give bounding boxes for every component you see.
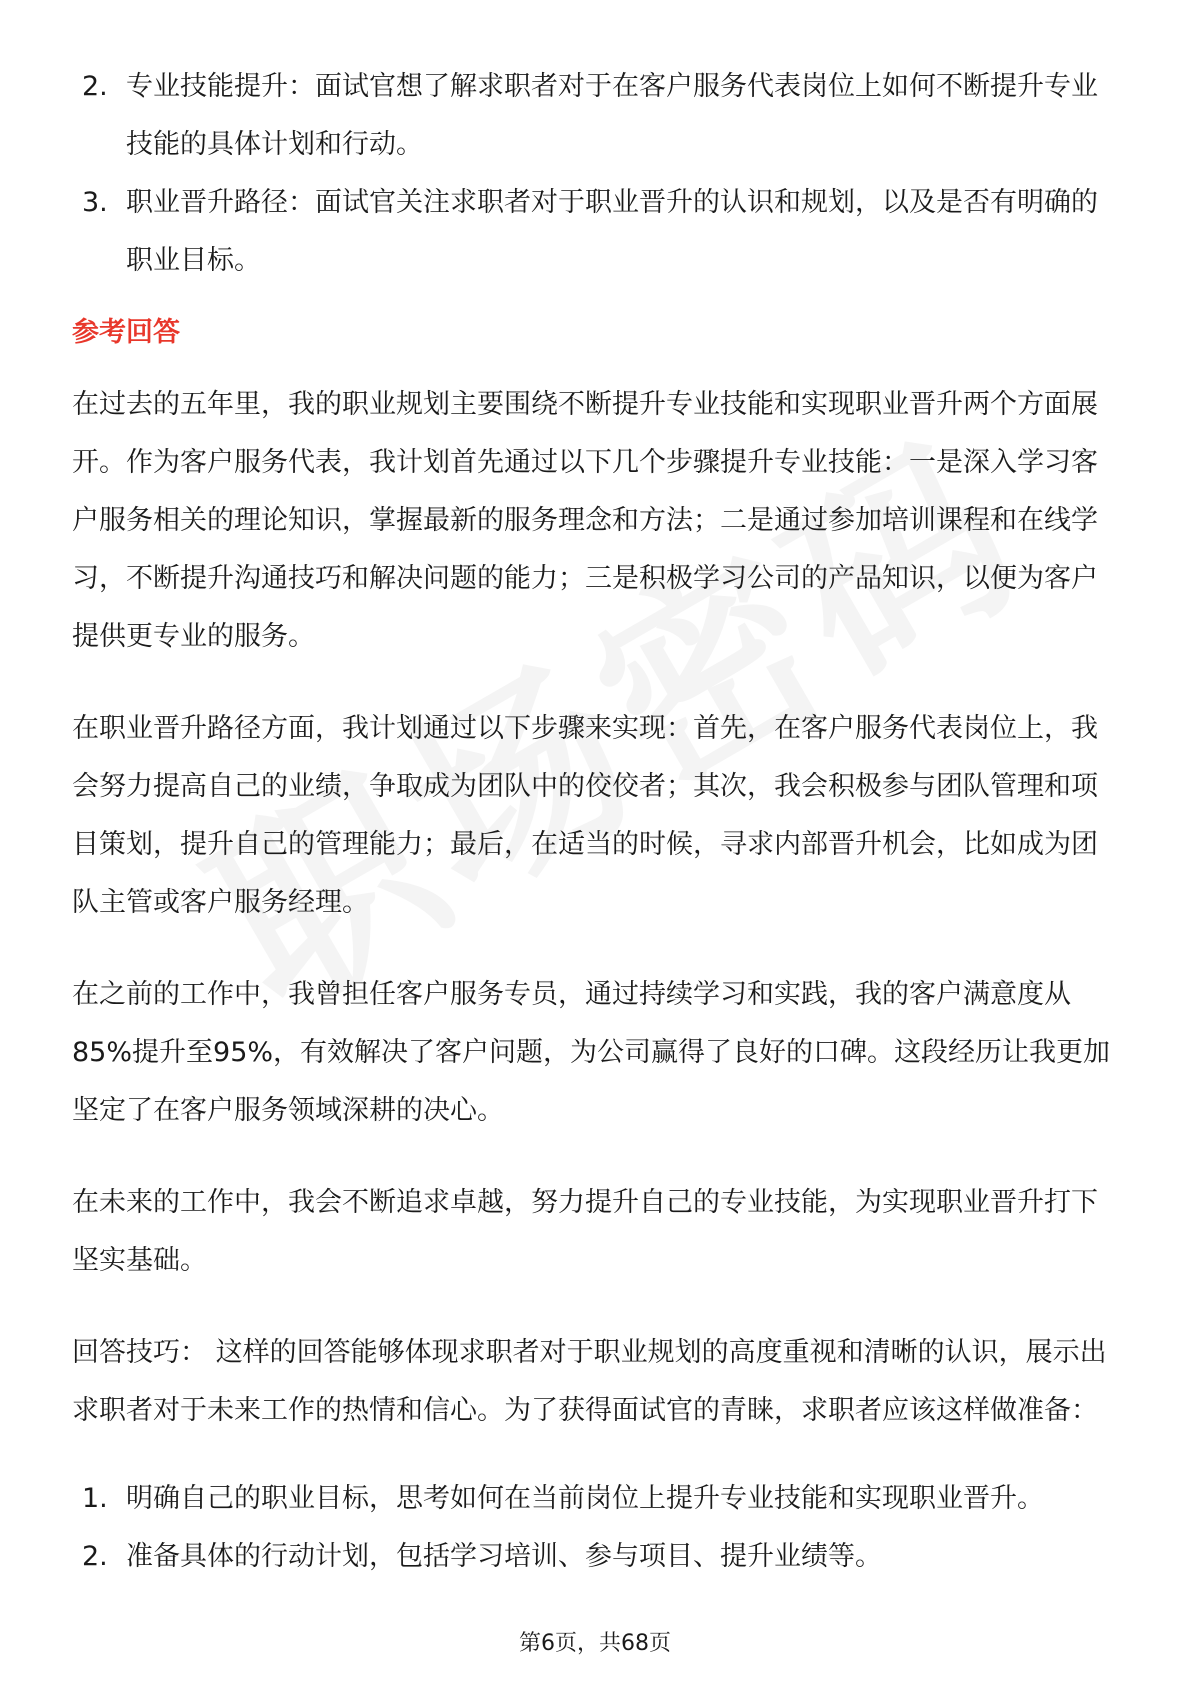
list-item-number: 1. bbox=[82, 1483, 108, 1514]
page-number-footer: 第6页，共68页 bbox=[519, 1631, 671, 1656]
section-title: 参考回答 bbox=[72, 317, 180, 348]
list-item-number: 3. bbox=[82, 187, 108, 218]
paragraph: 在职业晋升路径方面，我计划通过以下步骤来实现：首先，在客户服务代表岗位上，我会努力提高自己的业绩，争取成为团队中的佼佼者；其次，我会积极参与团队管理和项目策划，提升自己的管理能力；最后，在适当的时候，寻求内部晋升机会，比如成为团队主管或客户服务经理。 bbox=[72, 713, 1098, 918]
list-item-number: 2. bbox=[82, 71, 108, 102]
list-item bbox=[72, 174, 1122, 290]
list-item-text: 专业技能提升：面试官想了解求职者对于在客户服务代表岗位上如何不断提升专业技能的具体计划和行动。 bbox=[126, 71, 1098, 160]
paragraph: 在过去的五年里，我的职业规划主要围绕不断提升专业技能和实现职业晋升两个方面展开。作为客户服务代表，我计划首先通过以下几个步骤提升专业技能：一是深入学习客户服务相关的理论知识，掌握最新的服务理念和方法；二是通过参加培训课程和在线学习，不断提升沟通技巧和解决问题的能力；三是积极学习公司的产品知识，以便为客户提供更专业的服务。 bbox=[72, 389, 1098, 652]
document-content bbox=[72, 58, 1122, 1586]
list-item-number: 2. bbox=[82, 1541, 108, 1572]
paragraph: 在未来的工作中，我会不断追求卓越，努力提升自己的专业技能，为实现职业晋升打下坚实基础。 bbox=[72, 1187, 1098, 1276]
list-item bbox=[72, 1528, 1122, 1586]
list-item bbox=[72, 1470, 1122, 1528]
list-item bbox=[72, 58, 1122, 174]
paragraph: 在之前的工作中，我曾担任客户服务专员，通过持续学习和实践，我的客户满意度从85%提升至95%，有效解决了客户问题，为公司赢得了良好的口碑。这段经历让我更加坚定了在客户服务领域深耕的决心。 bbox=[72, 979, 1111, 1126]
list-item-text: 明确自己的职业目标，思考如何在当前岗位上提升专业技能和实现职业晋升。 bbox=[126, 1483, 1044, 1514]
answer-tips-paragraph: 回答技巧： 这样的回答能够体现求职者对于职业规划的高度重视和清晰的认识，展示出求职者对于未来工作的热情和信心。为了获得面试官的青睐，求职者应该这样做准备： bbox=[72, 1337, 1107, 1426]
list-item-text: 职业晋升路径：面试官关注求职者对于职业晋升的认识和规划，以及是否有明确的职业目标。 bbox=[126, 187, 1098, 276]
list-item-text: 准备具体的行动计划，包括学习培训、参与项目、提升业绩等。 bbox=[126, 1541, 882, 1572]
